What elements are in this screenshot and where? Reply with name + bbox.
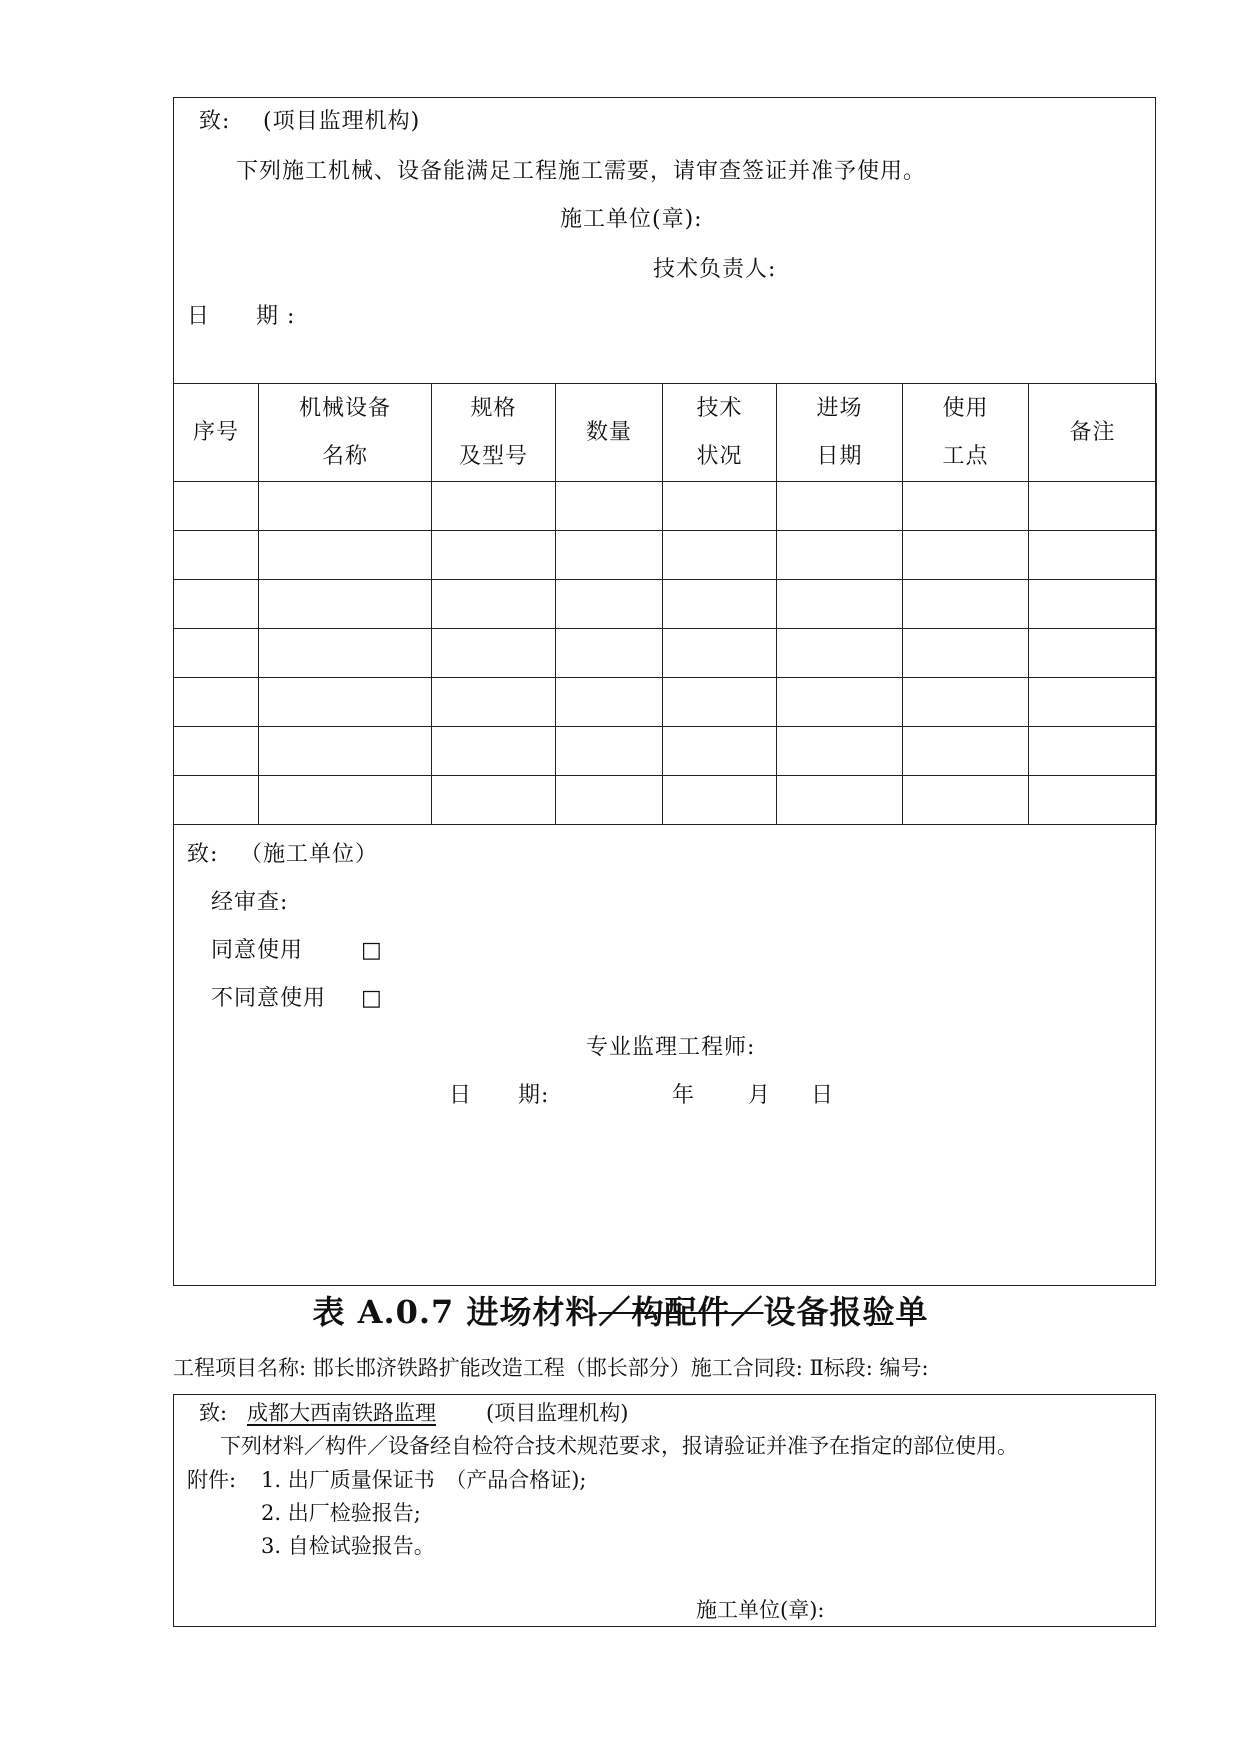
equipment-table <box>173 383 1157 825</box>
table-cell[interactable] <box>1029 580 1157 629</box>
table-cell[interactable] <box>903 727 1029 776</box>
table-cell[interactable] <box>777 727 903 776</box>
table-cell[interactable] <box>903 776 1029 825</box>
form2-unit-seal: 施工单位(章): <box>696 1598 825 1622</box>
table-cell[interactable] <box>1029 629 1157 678</box>
form1-to-label: 致: <box>199 109 231 134</box>
reply-reviewed: 经审查: <box>211 890 289 915</box>
table-cell[interactable] <box>259 727 432 776</box>
table-cell[interactable] <box>663 727 777 776</box>
header-entry-date: 进场 日期 <box>777 384 903 482</box>
reply-year: 年 <box>672 1083 696 1108</box>
table-row <box>174 727 1157 776</box>
table-cell[interactable] <box>777 678 903 727</box>
reply-month: 月 <box>748 1083 772 1108</box>
disagree-checkbox[interactable]: □ <box>361 986 383 1011</box>
table-cell[interactable] <box>663 482 777 531</box>
attachment-2: 2. 出厂检验报告; <box>261 1501 421 1525</box>
table-row <box>174 629 1157 678</box>
table-cell[interactable] <box>663 580 777 629</box>
reply-engineer: 专业监理工程师: <box>586 1035 756 1060</box>
table-cell[interactable] <box>259 580 432 629</box>
table-cell[interactable] <box>556 678 663 727</box>
agree-checkbox[interactable]: □ <box>361 938 383 963</box>
table-cell[interactable] <box>777 776 903 825</box>
table-cell[interactable] <box>663 629 777 678</box>
form2-to-label: 致: <box>199 1401 228 1425</box>
table-cell[interactable] <box>1029 482 1157 531</box>
table-cell[interactable] <box>432 629 556 678</box>
table-cell[interactable] <box>1029 776 1157 825</box>
table-row <box>174 580 1157 629</box>
table-cell[interactable] <box>174 776 259 825</box>
reply-disagree-label: 不同意使用 <box>211 986 327 1011</box>
table-cell[interactable] <box>432 776 556 825</box>
table-cell[interactable] <box>432 482 556 531</box>
table-cell[interactable] <box>1029 531 1157 580</box>
table-cell[interactable] <box>432 678 556 727</box>
table-row <box>174 531 1157 580</box>
table-cell[interactable] <box>663 531 777 580</box>
table-cell[interactable] <box>903 629 1029 678</box>
equipment-table-header <box>174 384 1157 482</box>
table-cell[interactable] <box>903 482 1029 531</box>
header-tech-status: 技术 状况 <box>663 384 777 482</box>
table-cell[interactable] <box>259 776 432 825</box>
table-cell[interactable] <box>777 482 903 531</box>
table-cell[interactable] <box>777 629 903 678</box>
form1-request-text: 下列施工机械、设备能满足工程施工需要，请审查签证并准予使用。 <box>236 159 927 184</box>
attachments-label: 附件: <box>187 1468 237 1492</box>
table-cell[interactable] <box>556 580 663 629</box>
header-serial: 序号 <box>174 384 259 482</box>
header-spec-model: 规格 及型号 <box>432 384 556 482</box>
header-quantity: 数量 <box>556 384 663 482</box>
form1-tech-lead: 技术负责人: <box>653 257 777 282</box>
table-row <box>174 776 1157 825</box>
header-remarks: 备注 <box>1029 384 1157 482</box>
table-cell[interactable] <box>432 580 556 629</box>
reply-to-label: 致: <box>187 842 219 867</box>
form2-title: 表 A.0.7 进场材料／构配件／设备报验单 <box>312 1293 929 1331</box>
table-row <box>174 678 1157 727</box>
project-info-line: 工程项目名称: 邯长邯济铁路扩能改造工程（邯长部分）施工合同段: Ⅱ标段: 编号: <box>173 1356 929 1380</box>
table-cell[interactable] <box>903 580 1029 629</box>
table-cell[interactable] <box>174 580 259 629</box>
reply-to-org: （施工单位） <box>240 842 379 867</box>
table-cell[interactable] <box>174 629 259 678</box>
table-cell[interactable] <box>903 678 1029 727</box>
form2-request-text: 下列材料／构件／设备经自检符合技术规范要求，报请验证并准予在指定的部位使用。 <box>220 1434 1018 1458</box>
table-cell[interactable] <box>259 678 432 727</box>
table-cell[interactable] <box>556 776 663 825</box>
table-cell[interactable] <box>556 482 663 531</box>
table-cell[interactable] <box>432 531 556 580</box>
table-cell[interactable] <box>174 531 259 580</box>
table-cell[interactable] <box>777 580 903 629</box>
table-cell[interactable] <box>556 531 663 580</box>
attachment-3: 3. 自检试验报告。 <box>261 1534 435 1558</box>
form1-unit-seal: 施工单位(章): <box>560 207 703 232</box>
table-cell[interactable] <box>174 727 259 776</box>
attachment-1: 1. 出厂质量保证书 （产品合格证); <box>261 1468 587 1492</box>
table-cell[interactable] <box>556 727 663 776</box>
table-cell[interactable] <box>174 678 259 727</box>
header-work-site: 使用 工点 <box>903 384 1029 482</box>
table-cell[interactable] <box>432 727 556 776</box>
table-row <box>174 482 1157 531</box>
table-cell[interactable] <box>259 629 432 678</box>
form1-to-org: (项目监理机构) <box>263 109 421 134</box>
reply-date-label: 日 期: <box>449 1083 550 1108</box>
form1-date-label: 日 期 : <box>187 304 296 329</box>
table-cell[interactable] <box>259 531 432 580</box>
table-cell[interactable] <box>663 776 777 825</box>
table-cell[interactable] <box>777 531 903 580</box>
table-cell[interactable] <box>1029 678 1157 727</box>
header-equipment-name: 机械设备 名称 <box>259 384 432 482</box>
table-cell[interactable] <box>174 482 259 531</box>
table-cell[interactable] <box>259 482 432 531</box>
table-cell[interactable] <box>903 531 1029 580</box>
table-cell[interactable] <box>663 678 777 727</box>
reply-agree-label: 同意使用 <box>211 938 304 963</box>
table-cell[interactable] <box>556 629 663 678</box>
form2-to-org: (项目监理机构) <box>486 1401 629 1425</box>
table-cell[interactable] <box>1029 727 1157 776</box>
form2-to-name: 成都大西南铁路监理 <box>247 1401 436 1425</box>
reply-day: 日 <box>811 1083 835 1108</box>
